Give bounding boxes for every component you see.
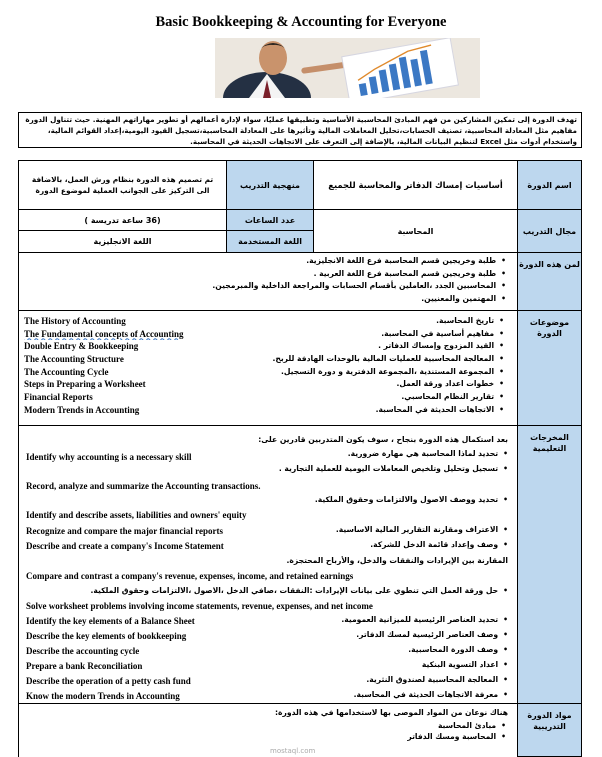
outcome-en: Solve worksheet problems involving income statements, revenue, expenses, and net income xyxy=(26,601,373,611)
hero-image xyxy=(215,38,480,98)
outcome-en: Identify why accounting is a necessary skill xyxy=(26,452,192,462)
materials-label: مواد الدورة التدريبية xyxy=(517,703,582,757)
outcome-en: Identify the key elements of a Balance Sheet xyxy=(26,616,195,626)
outcome-en: Compare and contrast a company's revenue, expenses, income, and retained earnings xyxy=(26,571,354,581)
topic-ar: • المعالجة المحاسبية للعمليات المالية بالوحدات الهادفة للربح. xyxy=(226,353,504,366)
outcome-ar: • تسجيل وتحليل وتلخيص المعاملات اليومية للعملية التجارية . xyxy=(200,464,508,473)
outcome-en: Know the modern Trends in Accounting xyxy=(26,691,180,701)
outcome-ar: • حل ورقة العمل التي تنطوي على بيانات الإيرادات :النفقات ،صافي الدخل ،الاصول ،الالتزامات وحقوق الملكية. xyxy=(60,586,508,595)
document-title: Basic Bookkeeping & Accounting for Everyone xyxy=(155,14,447,30)
outcome-en: Describe the accounting cycle xyxy=(26,646,140,656)
outcome-ar: • وصف العناصر الرئيسية لمسك الدفاتر. xyxy=(300,630,508,639)
topic-en: Financial Reports xyxy=(24,392,93,403)
audience-item: • طلبة وخريجين قسم المحاسبة فرع اللغة العربية . xyxy=(150,268,506,281)
topic-ar: • تاريخ المحاسبة. xyxy=(226,315,504,328)
topic-en: Double Entry & Bookkeeping xyxy=(24,341,139,352)
topic-ar: • الاتجاهات الحديثة في المحاسبة. xyxy=(226,404,504,417)
outcome-ar: • اعداد التسوية البنكية xyxy=(340,660,508,669)
language-label: اللغة المستخدمة xyxy=(226,230,314,253)
hours-label: عدد الساعات xyxy=(226,209,314,231)
field-label: مجال التدريب xyxy=(517,209,582,253)
outcome-ar: • وصف وإعداد قائمة الدخل للشركة. xyxy=(300,540,508,549)
audience-item: • المحاسبين الجدد ،العاملين بأقسام الحسابات والمراجعة الداخلية والمبرمجين. xyxy=(150,280,506,293)
topics-arabic-list xyxy=(226,315,504,417)
course-name: أساسيات إمساك الدفاتر والمحاسبة للجميع xyxy=(313,160,518,210)
businessman-chart-illustration xyxy=(215,38,480,98)
outcome-ar: المقارنة بين الإيرادات والنفقات والدخل، والأرباح المحتجزة. xyxy=(286,556,508,565)
course-intro: تهدف الدورة إلى تمكين المشاركين من فهم المبادئ المحاسبية الأساسية وتطبيقها عمليًا، سواء لإدارة أعمالهم أو تطوير مهاراتهم المهنية. حيث تتناول الدورة مفاهيم مثل المعادلة المحاسبية، تصنيف الحسابات،تحليل المعاملات المالية وتأثيرها على المعادلة المحاسبية،تسجيل القيود اليومية،إعداد القوائم المالية، واستخدام أدوات مثل Excel لتنظيم البيانات المالية، بالإضافة إلى التعرف على الاتجاهات الحديثة في المحاسبة. xyxy=(18,112,582,148)
topic-en: The Fundamental concepts of Accounting xyxy=(24,328,184,339)
methodology: تم تصميم هذه الدورة بنظام ورش العمل، بالاضافة الى التركيز على الجوانب العملية لموضوع الدورة xyxy=(18,160,227,210)
topics-label: موضوعات الدورة xyxy=(517,310,582,426)
hours: (36 ساعة تدريسة ) xyxy=(18,209,227,231)
language: اللغة الانجليزية xyxy=(18,230,227,253)
topic-en: Modern Trends in Accounting xyxy=(24,404,140,415)
audience-item: • المهتمين والمعنيين. xyxy=(150,293,506,306)
outcome-ar: • تحديد ووصف الاصول والالتزامات وحقوق الملكية. xyxy=(250,495,508,504)
material-item: • المحاسبة ومسك الدفاتر xyxy=(300,731,506,742)
topic-en: The Accounting Cycle xyxy=(24,366,109,377)
topic-en: The History of Accounting xyxy=(24,316,126,326)
outcome-ar: • تحديد لماذا المحاسبة هي مهارة ضرورية. xyxy=(300,449,508,458)
outcome-en: Describe the operation of a petty cash fund xyxy=(26,676,191,686)
methodology-label: منهجية التدريب xyxy=(226,160,314,210)
outcomes-intro: بعد استكمال هذه الدورة بنجاح ، سوف يكون المتدربين قادرين على: xyxy=(258,435,508,444)
outcome-ar: • تحديد العناصر الرئيسية للميزانية العمومية. xyxy=(280,615,508,624)
outcome-en: Prepare a bank Reconciliation xyxy=(26,661,143,671)
outcome-ar: • وصف الدورة المحاسبية. xyxy=(330,645,508,654)
outcome-en: Identify and describe assets, liabilities and owners' equity xyxy=(26,510,247,520)
topic-ar: • المجموعة المستندية ،المجموعة الدفترية و دورة التسجيل. xyxy=(226,366,504,379)
watermark: mostaql.com xyxy=(270,747,316,755)
topic-ar: • خطوات اعداد ورقة العمل. xyxy=(226,378,504,391)
topic-en: Steps in Preparing a Worksheet xyxy=(24,379,146,390)
outcome-ar: • الاعتراف ومقارنة التقارير المالية الاساسية. xyxy=(290,525,508,534)
materials-intro: هناك نوعان من المواد الموصى بها لاستخدامها في هذه الدورة: xyxy=(275,708,508,717)
topics-english-list xyxy=(24,315,224,417)
topic-en: The Accounting Structure xyxy=(24,354,124,365)
audience-label: لمن هذه الدورة xyxy=(517,252,582,311)
audience-item: • طلبة وخريجين قسم المحاسبة فرع اللغة الانجليزية. xyxy=(150,255,506,268)
outcomes-label: المخرجات التعليمية xyxy=(517,425,582,704)
outcome-en: Describe the key elements of bookkeeping xyxy=(26,631,187,641)
outcome-ar: • المعالجة المحاسبية لصندوق النثرية. xyxy=(300,675,508,684)
outcome-ar: • معرفة الاتجاهات الحديثة في المحاسبة. xyxy=(290,690,508,699)
outcome-en: Recognize and compare the major financial reports xyxy=(26,526,223,536)
audience-list xyxy=(150,255,506,305)
topic-ar: • القيد المزدوج وإمساك الدفاتر . xyxy=(226,340,504,353)
material-item: • مبادئ المحاسبة xyxy=(300,720,506,731)
course-name-label: اسم الدورة xyxy=(517,160,582,210)
outcome-en: Record, analyze and summarize the Accounting transactions. xyxy=(26,481,261,491)
field: المحاسبة xyxy=(313,209,518,253)
outcome-en: Describe and create a company's Income Statement xyxy=(26,541,224,551)
materials-list xyxy=(300,720,506,742)
topic-ar: • مفاهيم أساسية في المحاسبة. xyxy=(226,328,504,341)
topic-ar: • تقارير النظام المحاسبي. xyxy=(226,391,504,404)
